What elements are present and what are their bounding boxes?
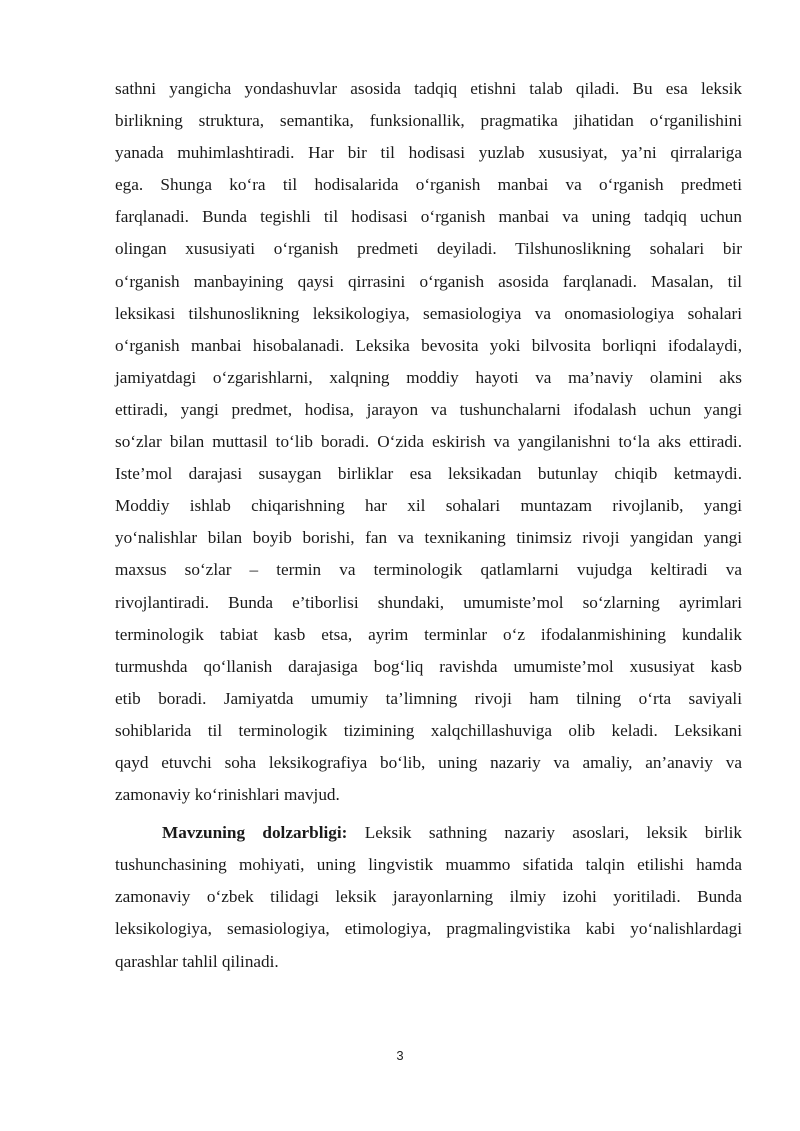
text-line: farqlanadi. Bunda tegishli til hodisasi o‘rganish manbai va uning tadqiq uchun (115, 207, 742, 227)
text-line: rivojlantiradi. Bunda e’tiborlisi shundaki, umumiste’mol so‘zlarning ayrimlari (115, 592, 742, 612)
text-line: zamonaviy ko‘rinishlari mavjud. (115, 785, 340, 805)
text-line (115, 817, 742, 849)
page-number: 3 (396, 1048, 404, 1063)
text-line: o‘rganish manbai hisobalanadi. Leksika bevosita yoki bilvosita borliqni ifodalaydi, (115, 335, 742, 355)
text-line: sohiblarida til terminologik tizimining xalqchillashuviga olib keladi. Leksikani (115, 720, 742, 740)
body-text (115, 73, 742, 978)
heading-line-text: Leksik sathning nazariy asoslari, leksik birlik (364, 823, 743, 843)
text-line: leksikasi tilshunoslikning leksikologiya, semasiologiya va onomasiologiya sohalari (115, 303, 742, 323)
text-line: tushunchasining mohiyati, uning lingvistik muammo sifatida talqin etilishi hamda (115, 855, 742, 875)
text-line: maxsus so‘zlar – termin va terminologik qatlamlarni vujudga keltiradi va (115, 560, 742, 580)
text-line: o‘rganish manbayining qaysi qirrasini o‘rganish asosida farqlanadi. Masalan, til (115, 271, 742, 291)
text-line: turmushda qo‘llanish darajasiga bog‘liq ravishda umumiste’mol xususiyat kasb (115, 656, 742, 676)
paragraph-1 (115, 73, 742, 811)
text-line: leksikologiya, semasiologiya, etimologiya, pragmalingvistika kabi yo‘nalishlardagi (115, 919, 742, 939)
text-line: Iste’mol darajasi susaygan birliklar esa leksikadan butunlay chiqib ketmaydi. (115, 464, 742, 484)
section-heading: Mavzuning dolzarbligi: (162, 823, 348, 843)
text-line: ettiradi, yangi predmet, hodisa, jarayon va tushunchalarni ifodalash uchun yangi (115, 399, 742, 419)
text-line: etib boradi. Jamiyatda umumiy ta’limning rivoji ham tilning o‘rta saviyali (115, 688, 742, 708)
text-line: so‘zlar bilan muttasil to‘lib boradi. O‘zida eskirish va yangilanishni to‘la aks ettiradi. (115, 432, 742, 452)
text-line: birlikning struktura, semantika, funksionallik, pragmatika jihatidan o‘rganilishini (115, 111, 742, 131)
text-line: Moddiy ishlab chiqarishning har xil sohalari muntazam rivojlanib, yangi (115, 496, 742, 516)
text-line: terminologik tabiat kasb etsa, ayrim terminlar o‘z ifodalanmishining kundalik (115, 624, 742, 644)
text-line: olingan xususiyati o‘rganish predmeti deyiladi. Tilshunoslikning sohalari bir (115, 239, 742, 259)
text-line: qarashlar tahlil qilinadi. (115, 951, 279, 971)
text-line: yo‘nalishlar bilan boyib borishi, fan va texnikaning tinimsiz rivoji yangidan yangi (115, 528, 742, 548)
text-line: jamiyatdagi o‘zgarishlarni, xalqning moddiy hayoti va ma’naviy olamini aks (115, 367, 742, 387)
text-line: zamonaviy o‘zbek tilidagi leksik jarayonlarning ilmiy izohi yoritiladi. Bunda (115, 887, 742, 907)
text-line: sathni yangicha yondashuvlar asosida tadqiq etishni talab qiladi. Bu esa leksik (115, 79, 742, 98)
text-line: qayd etuvchi soha leksikografiya bo‘lib, uning nazariy va amaliy, an’anaviy va (115, 752, 742, 772)
paragraph-2 (115, 817, 742, 977)
text-line: ega. Shunga ko‘ra til hodisalarida o‘rganish manbai va o‘rganish predmeti (115, 175, 742, 195)
text-line: yanada muhimlashtiradi. Har bir til hodisasi yuzlab xususiyat, ya’ni qirralariga (115, 143, 742, 163)
